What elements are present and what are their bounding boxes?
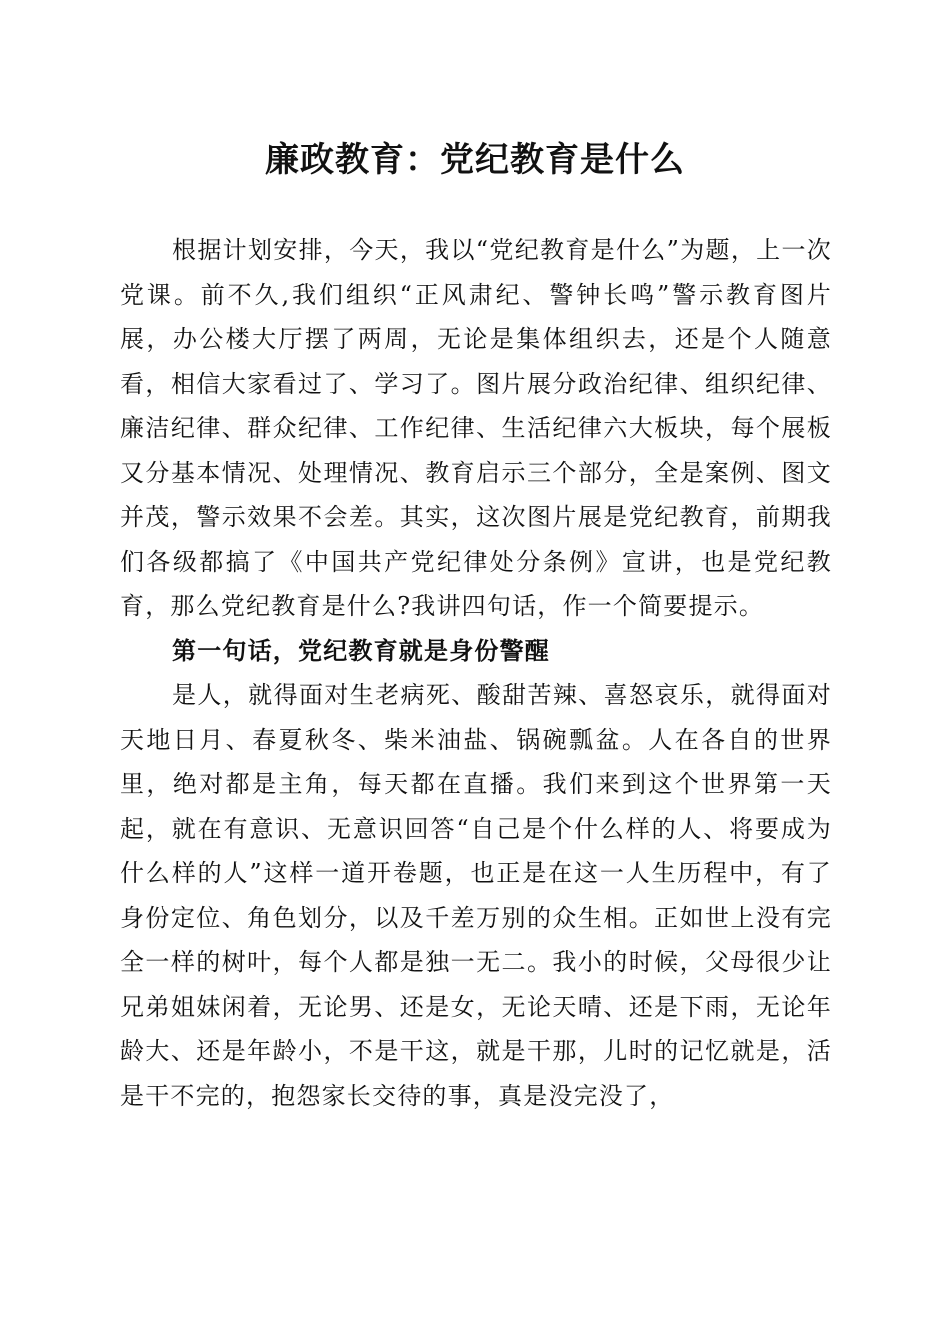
document-body — [120, 228, 832, 1118]
section-1-paragraph: 是人，就得面对生老病死、酸甜苦辣、喜怒哀乐，就得面对天地日月、春夏秋冬、柴米油盐、锅碗瓢盆。人在各自的世界里，绝对都是主角，每天都在直播。我们来到这个世界第一天起，就在有意识、无意识回答“自己是个什么样的人、将要成为什么样的人”这样一道开卷题，也正是在这一人生历程中，有了身份定位、角色划分，以及千差万别的众生相。正如世上没有完全一样的树叶，每个人都是独一无二。我小的时候，父母很少让兄弟姐妹闲着，无论男、还是女，无论天晴、还是下雨，无论年龄大、还是年龄小，不是干这，就是干那，儿时的记忆就是，活是干不完的，抱怨家长交待的事，真是没完没了， — [120, 681, 832, 1110]
section-heading-1: 第一句话，党纪教育就是身份警醒 — [172, 635, 550, 665]
intro-paragraph: 根据计划安排，今天，我以“党纪教育是什么”为题，上一次党课。前不久,我们组织“正风肃纪、警钟长鸣”警示教育图片展，办公楼大厅摆了两周，无论是集体组织去，还是个人随意看，相信大家看过了、学习了。图片展分政治纪律、组织纪律、廉洁纪律、群众纪律、工作纪律、生活纪律六大板块，每个展板又分基本情况、处理情况、教育启示三个部分，全是案例、图文并茂，警示效果不会差。其实，这次图片展是党纪教育，前期我们各级都搞了《中国共产党纪律处分条例》宣讲，也是党纪教育，那么党纪教育是什么?我讲四句话，作一个简要提示。 — [120, 236, 832, 620]
document-title: 廉政教育：党纪教育是什么 — [265, 140, 685, 180]
